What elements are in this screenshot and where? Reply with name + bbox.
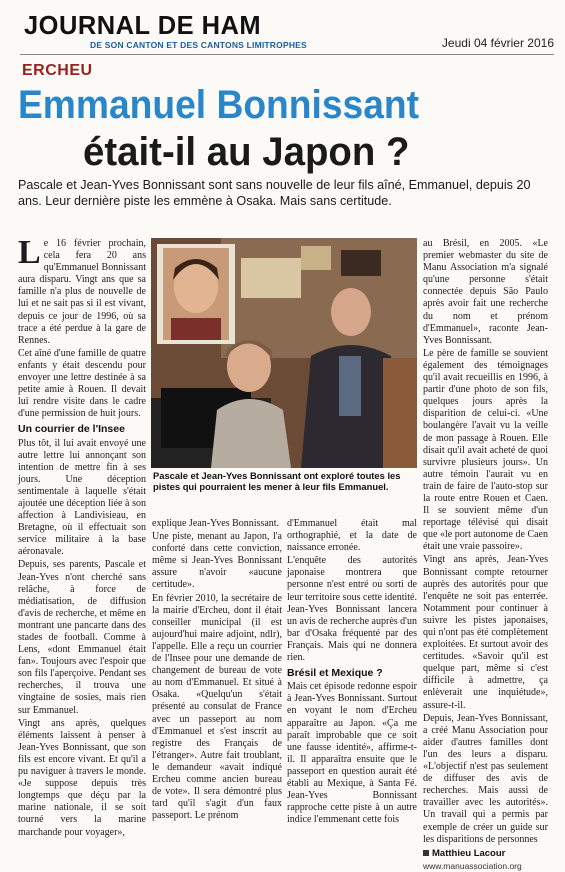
paragraph: Une piste, menant au Japon, l'a conforté dans cette conviction, même si Jean-Yves Bonnissant assure n'avoir «aucune certitude». <box>152 531 282 591</box>
article-lead: Pascale et Jean-Yves Bonnissant sont sans nouvelle de leur fils aîné, Emmanuel, depuis 20 ans. Leur dernière piste les emmène à Osaka. Mais sans certitude. <box>18 178 531 208</box>
article-column-1 <box>18 234 146 840</box>
paragraph: Plus tôt, il lui avait envoyé une autre lettre lui annonçant son intention de mettre fin à ses jours. Une déception sentimentale à laquelle s'était ajoutée une déception liée à son affection à Landivisieau, en Bretagne, où il effectuait son service militaire à la base aéronavale. <box>18 437 146 558</box>
subheading: Un courrier de l'Insee <box>18 423 125 436</box>
paragraph: explique Jean-Yves Bonnissant. <box>152 518 280 529</box>
section-rubric: ERCHEU <box>22 62 93 79</box>
paragraph: Depuis, Jean-Yves Bonnissant, a créé Manu Association pour aider d'autres familles dont l'un des leurs a disparu. «L'objectif n'est pas seulement de diffuser des avis de recherches. Mais aussi de travailler avec les autorités». Un travail qui a permis par exemple de créer un guide sur les disparitions de personnes <box>423 712 548 845</box>
newspaper-subtitle: DE SON CANTON ET DES CANTONS LIMITROPHES <box>90 40 307 50</box>
author-signature: Matthieu Lacour <box>423 848 548 860</box>
masthead-divider <box>20 54 554 55</box>
paragraph: Cet aîné d'une famille de quatre enfants y était descendu pour envoyer une lettre destinée à sa petite amie à Rouen. Il devait lui rendre visite dans le cadre d'une permission de huit jours. <box>18 347 146 420</box>
paragraph: Le père de famille se souvient également des témoignages qu'il avait recueillis en 1996, à partir d'une photo de son fils, quelques jours après la disparition de celui-ci. «Une boulangère l'avait vu la veille de mon passage à Rouen. Elle disait qu'il avait acheté de quoi survivre plusieurs jours». Un autre témoin l'aurait vu en train de faire de l'auto-stop sur la route entre Rouen et Caen. Il se souvient même d'un reportage télévisé qui disait que «le port autonome de Caen était une vraie passoire». <box>423 347 548 553</box>
newspaper-title: JOURNAL DE HAM <box>24 10 262 40</box>
headline-line-2: était-il au Japon ? <box>83 130 410 174</box>
article-column-3 <box>287 518 417 827</box>
dropcap: L <box>18 234 41 271</box>
paragraph: Vingt ans après, quelques éléments laissent à penser à Jean-Yves Bonnissant, que son fils est encore vivant. Et qu'il a pu naviguer à travers le monde. «Je suppose depuis très longtemps que déçu par la marine nationale, il se soit tourné vers la marine marchande pour voyager», <box>18 717 146 838</box>
subheading: Brésil et Mexique ? <box>287 667 383 680</box>
paragraph: d'Emmanuel était mal orthographié, et la date de naissance erronée. <box>287 518 417 554</box>
masthead <box>14 8 554 60</box>
website-link[interactable]: www.manuassociation.org <box>423 860 522 871</box>
paragraph: En février 2010, la secrétaire de la mairie d'Ercheu, dont il était conseiller municipal (il est aujourd'hui maire adjoint, ndlr), l'appelle. Elle a reçu un courrier de l'Insee pour une demande de changement de bureau de vote au nom d'Emmanuel. Et situé à Osaka. «Quelqu'un s'était présenté au consulat de France avec un passeport au nom d'Emmanuel et s'est inscrit au registre des Français de l'étranger». Autre fait troublant, le demandeur «avait indiqué Ercheu comme ancien bureau de vote». Il sera démontré plus tard qu'il s'agit d'un faux passeport. Le prénom <box>152 592 282 822</box>
paragraph: Mais cet épisode redonne espoir à Jean-Yves Bonnissant. Surtout en voyant le nom d'Ercheu apparaître au Japon. «Ça me paraît improbable que ce soit une fausse identité», affirme-t-il. Il apparaîtra ensuite que le passeport en question aurait été établi au Mexique, à Santa Fé. Jean-Yves Bonnissant rapproche cette piste à un autre indice l'emmenant cette fois <box>287 681 417 826</box>
paragraph: L'enquête des autorités japonaise montrera que personne n'est entré ou sorti de leur territoire sous cette identité. Jean-Yves Bonnissant lancera un avis de recherche auprès d'un bar d'Osaka fréquenté par des Français. Mais qui ne donnera rien. <box>287 555 417 664</box>
headline-line-1: Emmanuel Bonnissant <box>18 83 420 127</box>
signature-square-icon <box>423 850 429 856</box>
paragraph: au Brésil, en 2005. «Le premier webmaster du site de Manu Association m'a signalé qu'une personne s'était connectée depuis São Paulo après avoir fait une recherche du nom et prénom d'Emmanuel», raconte Jean-Yves Bonnissant. <box>423 238 548 346</box>
article-photo <box>151 238 417 468</box>
photo-illustration <box>151 238 417 468</box>
issue-date: Jeudi 04 février 2016 <box>441 36 554 50</box>
paragraph: Vingt ans après, Jean-Yves Bonnissant compte retourner auprès des autorités pour que l'enquête ne soit pas enterrée. Notamment pour continuer à suivre les pistes japonaises, qui n'ont pas été complètement exploitées. Et surtout avoir des certitudes. «Savoir qu'il est quelque part, même si c'est difficile à admettre, ça enlèverait une inquiétude», assure-t-il. <box>423 554 548 711</box>
article-column-4 <box>423 238 548 872</box>
paragraph: Depuis, ses parents, Pascale et Jean-Yves n'ont cherché sans relâche, à force de médiatisation, de diffusion d'avis de recherche, et même en montrant une pancarte dans des stades de football. Comme à Lens, «dont Emmanuel était fan». Toujours avec l'espoir que son fils l'aperçoive. Pendant ses recherches, il trouva une vingtaine de sosies, mais rien sur Emmanuel. <box>18 559 146 716</box>
photo-caption: Pascale et Jean-Yves Bonnissant ont exploré toutes les pistes qui pourraient les mener à leur fils Emmanuel. <box>153 470 401 493</box>
article-column-2 <box>152 518 282 823</box>
paragraph: Le 16 février prochain, cela fera 20 ans qu'Emmanuel Bonnissant aura disparu. Vingt ans que sa famille n'a plus de nouvelle de lui et ne sait pas si il est vivant, depuis ce jour de 1996, où sa trace a été perdue à la gare de Rennes. <box>18 234 146 346</box>
